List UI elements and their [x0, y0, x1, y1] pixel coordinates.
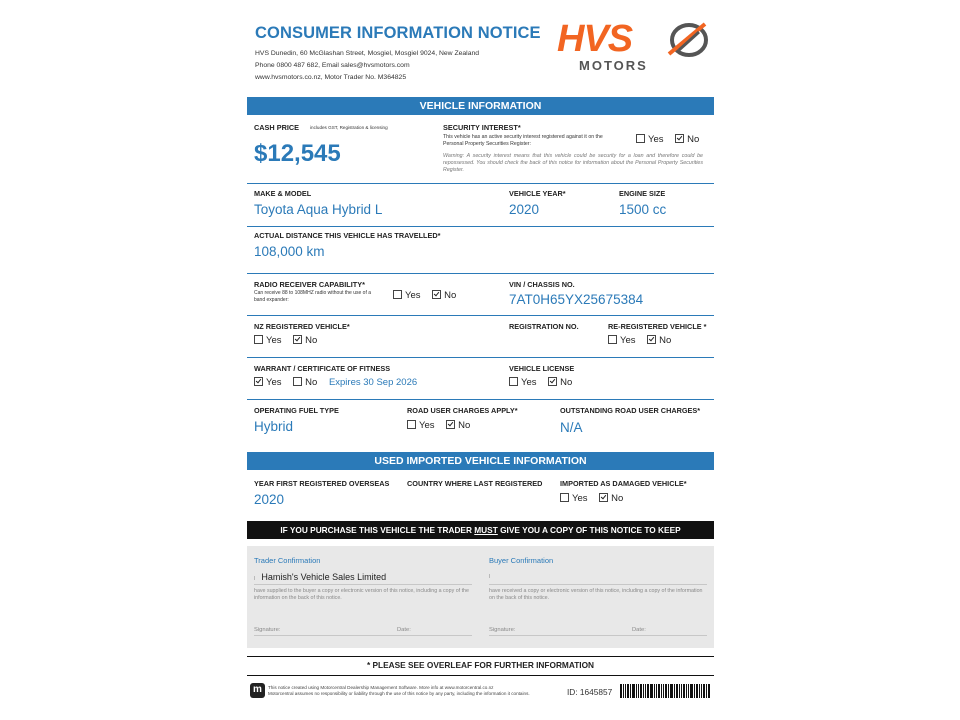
- vin-value: 7AT0H65YX25675384: [509, 292, 644, 307]
- wof-label: WARRANT / CERTIFICATE OF FITNESS: [254, 364, 391, 373]
- checkbox-icon: [393, 290, 402, 299]
- security-interest-options: [636, 134, 699, 145]
- nz-registered-no-option[interactable]: [293, 335, 317, 346]
- trader-confirmation-heading: Trader Confirmation: [254, 556, 321, 565]
- checkbox-icon: [432, 290, 441, 299]
- wof-yes-option[interactable]: [254, 377, 282, 388]
- license-no-option[interactable]: [548, 377, 572, 388]
- barcode-bar: [708, 684, 710, 698]
- barcode-bar: [694, 684, 695, 698]
- dealer-contact: Phone 0800 487 682, Email sales@hvsmotors.com: [255, 62, 410, 69]
- security-no-option[interactable]: [675, 134, 699, 145]
- footer-line-1: This notice created using Motorcentral Dealership Management Software. More info at www.motorcentral.co.nz: [268, 685, 494, 690]
- barcode-bar: [670, 684, 673, 698]
- ruc-no-option[interactable]: [446, 420, 470, 431]
- checkbox-icon: [254, 335, 263, 344]
- barcode-bar: [625, 684, 626, 698]
- motorcentral-logo: m: [250, 683, 265, 698]
- wof-no-option[interactable]: [293, 377, 317, 388]
- overleaf-note: * PLEASE SEE OVERLEAF FOR FURTHER INFORMATION: [366, 660, 595, 670]
- buyer-prefix: I: [489, 574, 491, 580]
- checkbox-icon: [608, 335, 617, 344]
- option-label: No: [305, 377, 318, 388]
- damaged-no-option[interactable]: [599, 493, 623, 504]
- fuel-type-label: OPERATING FUEL TYPE: [254, 406, 339, 415]
- option-label: No: [611, 493, 624, 504]
- radio-no-option[interactable]: [432, 290, 456, 301]
- re-registered-no-option[interactable]: [647, 335, 671, 346]
- dealer-web: www.hvsmotors.co.nz, Motor Trader No. M364825: [255, 74, 407, 81]
- buyer-name-line: [489, 584, 707, 585]
- notice-text: IF YOU PURCHASE THIS VEHICLE THE TRADER: [280, 525, 475, 535]
- divider: [247, 183, 714, 184]
- security-yes-option[interactable]: [636, 134, 664, 145]
- ruc-options: [407, 420, 470, 431]
- divider: [247, 273, 714, 274]
- option-label: No: [659, 335, 672, 346]
- notice-id: ID: 1645857: [567, 687, 613, 697]
- barcode-bar: [661, 684, 662, 698]
- radio-options: [393, 290, 456, 301]
- buyer-signature-label[interactable]: Signature:: [489, 627, 516, 633]
- buyer-name-field[interactable]: [489, 574, 490, 580]
- barcode-bar: [630, 684, 631, 698]
- registration-no-label: REGISTRATION NO.: [509, 322, 579, 331]
- barcode-bar: [690, 684, 693, 698]
- barcode-bar: [703, 684, 705, 698]
- cash-price-label: CASH PRICE: [254, 123, 300, 132]
- option-label: Yes: [266, 335, 282, 346]
- barcode-bar: [683, 684, 685, 698]
- vehicle-year-label: VEHICLE YEAR*: [509, 189, 566, 198]
- vehicle-year-value: 2020: [509, 202, 540, 217]
- consumer-information-notice: [247, 0, 714, 720]
- cash-price-note: includes GST, Registration & licensing: [310, 125, 388, 130]
- nz-registered-options: [254, 335, 317, 346]
- radio-capability-desc: Can receive 88 to 108MHZ radio without the use of a band expander:: [254, 290, 372, 303]
- cash-price-value: $12,545: [254, 140, 341, 167]
- barcode-bar: [632, 684, 635, 698]
- buyer-confirmation-text: have received a copy or electronic version of this notice, including a copy of the information on the back of this notice.: [489, 588, 703, 601]
- distance-value: 108,000 km: [254, 244, 325, 259]
- barcode-bar: [640, 684, 642, 698]
- trader-name-field[interactable]: [254, 572, 386, 582]
- checkbox-icon: [446, 420, 455, 429]
- dealer-address: HVS Dunedin, 60 McGlashan Street, Mosgiel, Mosgiel 9024, New Zealand: [255, 50, 480, 57]
- license-options: [509, 377, 572, 388]
- re-registered-yes-option[interactable]: [608, 335, 636, 346]
- outstanding-ruc-label: OUTSTANDING ROAD USER CHARGES*: [560, 406, 701, 415]
- divider: [247, 399, 714, 400]
- wheel-swoosh-icon: [665, 20, 713, 58]
- make-model-label: MAKE & MODEL: [254, 189, 312, 198]
- divider: [247, 656, 714, 657]
- option-label: Yes: [266, 377, 282, 388]
- barcode-bar: [688, 684, 689, 698]
- checkbox-icon: [509, 377, 518, 386]
- barcode-bar: [647, 684, 649, 698]
- radio-yes-option[interactable]: [393, 290, 421, 301]
- trader-signature-label[interactable]: Signature:: [254, 627, 281, 633]
- checkbox-icon: [293, 335, 302, 344]
- nz-registered-yes-option[interactable]: [254, 335, 282, 346]
- trader-confirmation-text: have supplied to the buyer a copy or electronic version of this notice, including a copy of the information on the back of this notice.: [254, 588, 469, 601]
- barcode-bar: [620, 684, 622, 698]
- option-label: Yes: [648, 134, 664, 145]
- checkbox-icon: [599, 493, 608, 502]
- buyer-date-label[interactable]: Date:: [632, 627, 646, 633]
- option-label: Yes: [620, 335, 636, 346]
- damaged-yes-option[interactable]: [560, 493, 588, 504]
- barcode-bar: [656, 684, 657, 698]
- barcode-bar: [643, 684, 644, 698]
- outstanding-ruc-value: N/A: [560, 420, 583, 435]
- barcode: [620, 684, 714, 698]
- damaged-label: IMPORTED AS DAMAGED VEHICLE*: [560, 479, 687, 488]
- trader-name: Hamish's Vehicle Sales Limited: [261, 572, 387, 582]
- checkbox-icon: [675, 134, 684, 143]
- nz-registered-label: NZ REGISTERED VEHICLE*: [254, 322, 350, 331]
- vehicle-info-heading: VEHICLE INFORMATION: [247, 97, 714, 115]
- trader-signature-line: [254, 635, 472, 636]
- ruc-apply-label: ROAD USER CHARGES APPLY*: [407, 406, 518, 415]
- checkbox-icon: [636, 134, 645, 143]
- barcode-bar: [674, 684, 675, 698]
- barcode-bar: [663, 684, 664, 698]
- checkbox-icon: [647, 335, 656, 344]
- divider: [247, 226, 714, 227]
- checkbox-icon: [293, 377, 302, 386]
- barcode-bar: [679, 684, 680, 698]
- distance-label: ACTUAL DISTANCE THIS VEHICLE HAS TRAVELLED*: [254, 231, 441, 240]
- barcode-bar: [650, 684, 653, 698]
- vehicle-license-label: VEHICLE LICENSE: [509, 364, 575, 373]
- barcode-bar: [706, 684, 707, 698]
- barcode-bar: [665, 684, 667, 698]
- make-model-value: Toyota Aqua Hybrid L: [254, 202, 383, 217]
- option-label: No: [458, 420, 471, 431]
- divider: [247, 357, 714, 358]
- divider: [247, 315, 714, 316]
- security-interest-desc: This vehicle has an active security interest registered against it on the Personal Property Securities Register:: [443, 134, 603, 147]
- country-label: COUNTRY WHERE LAST REGISTERED: [407, 479, 543, 488]
- year-overseas-value: 2020: [254, 492, 285, 507]
- barcode-bar: [696, 684, 698, 698]
- logo-text: HVS: [557, 18, 633, 60]
- license-yes-option[interactable]: [509, 377, 537, 388]
- barcode-bar: [668, 684, 669, 698]
- damaged-options: [560, 493, 623, 504]
- option-label: No: [560, 377, 573, 388]
- notice-must: MUST: [474, 525, 498, 535]
- barcode-bar: [645, 684, 646, 698]
- barcode-bar: [623, 684, 624, 698]
- trader-prefix: I: [254, 576, 256, 582]
- fuel-type-value: Hybrid: [254, 419, 294, 434]
- imported-info-heading: USED IMPORTED VEHICLE INFORMATION: [247, 452, 714, 470]
- barcode-bar: [638, 684, 639, 698]
- option-label: Yes: [521, 377, 537, 388]
- barcode-bar: [658, 684, 660, 698]
- trader-name-line: [254, 584, 472, 585]
- logo-subtext: MOTORS: [579, 58, 648, 73]
- page-title: CONSUMER INFORMATION NOTICE: [255, 24, 541, 42]
- engine-size-label: ENGINE SIZE: [619, 189, 666, 198]
- checkbox-icon: [254, 377, 263, 386]
- re-registered-label: RE-REGISTERED VEHICLE *: [608, 322, 707, 331]
- barcode-bar: [627, 684, 629, 698]
- wof-options: [254, 377, 417, 388]
- option-label: Yes: [405, 290, 421, 301]
- option-label: No: [305, 335, 318, 346]
- option-label: No: [687, 134, 700, 145]
- divider: [247, 675, 714, 676]
- security-warning: Warning: A security interest means that this vehicle could be security for a loan and therefore could be repossessed. You should check the back of this notice for information about the Personal Property Securities Register.: [443, 153, 703, 173]
- option-label: Yes: [419, 420, 435, 431]
- ruc-yes-option[interactable]: [407, 420, 435, 431]
- engine-size-value: 1500 cc: [619, 202, 667, 217]
- security-interest-label: SECURITY INTEREST*: [443, 123, 521, 132]
- checkbox-icon: [548, 377, 557, 386]
- notice-text: GIVE YOU A COPY OF THIS NOTICE TO KEEP: [497, 525, 681, 535]
- checkbox-icon: [407, 420, 416, 429]
- copy-notice-bar: [247, 521, 714, 539]
- barcode-bar: [654, 684, 655, 698]
- footer-line-2: Motorcentral assumes no responsibility or liability through the use of this notice by any party, including the information it contains.: [268, 691, 530, 696]
- barcode-bar: [676, 684, 678, 698]
- barcode-bar: [636, 684, 637, 698]
- hvs-motors-logo: [557, 18, 717, 78]
- checkbox-icon: [560, 493, 569, 502]
- vin-label: VIN / CHASSIS NO.: [509, 280, 575, 289]
- barcode-bar: [701, 684, 702, 698]
- buyer-signature-line: [489, 635, 707, 636]
- radio-capability-label: RADIO RECEIVER CAPABILITY*: [254, 280, 365, 289]
- year-overseas-label: YEAR FIRST REGISTERED OVERSEAS: [254, 479, 390, 488]
- trader-date-label[interactable]: Date:: [397, 627, 411, 633]
- barcode-bar: [699, 684, 700, 698]
- barcode-bar: [681, 684, 682, 698]
- buyer-confirmation-heading: Buyer Confirmation: [489, 556, 554, 565]
- option-label: No: [444, 290, 457, 301]
- option-label: Yes: [572, 493, 588, 504]
- wof-expiry: Expires 30 Sep 2026: [328, 377, 418, 388]
- re-registered-options: [608, 335, 671, 346]
- barcode-bar: [686, 684, 687, 698]
